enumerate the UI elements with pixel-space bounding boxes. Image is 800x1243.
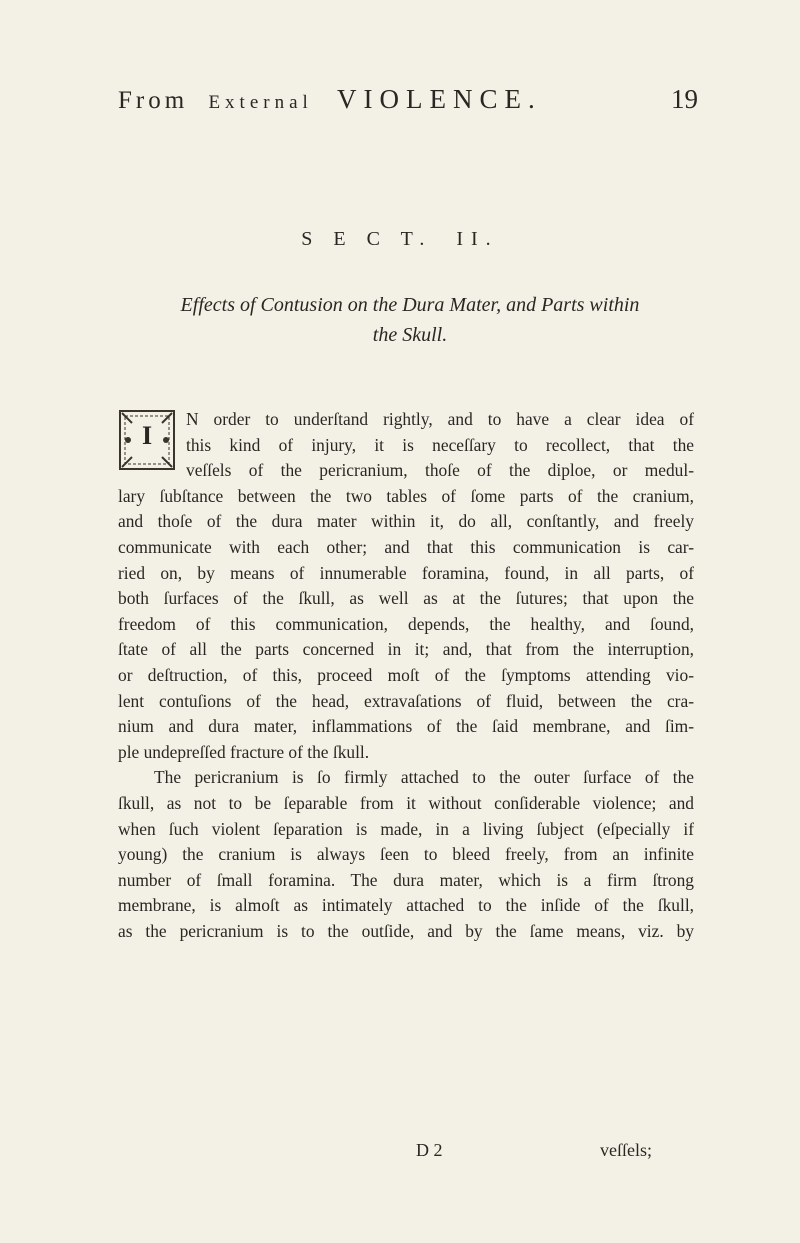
text-line: nium and dura mater, inflammations of the ſaid membrane, and ſim-: [118, 716, 694, 737]
subtitle-line-2: the Skull.: [372, 324, 448, 346]
text-line: freedom of this communication, depends, the healthy, and ſound,: [118, 613, 694, 634]
section-heading: [0, 228, 800, 251]
body-text: [118, 407, 694, 944]
text-line: ſkull, as not to be ſeparable from it without conſiderable violence; and: [118, 792, 694, 813]
running-title-violence: VIOLENCE.: [337, 84, 542, 114]
text-line: membrane, is almoſt as intimately attached to the inſide of the ſkull,: [118, 895, 694, 916]
text-line: veſſels of the pericranium, thoſe of the diploe, or medul-: [186, 460, 694, 481]
text-line: and thoſe of the dura mater within it, do all, conſtantly, and freely: [118, 511, 694, 532]
text-line: lary ſubſtance between the two tables of ſome parts of the cranium,: [118, 485, 694, 506]
running-head: [118, 84, 698, 115]
running-title: [118, 84, 542, 115]
text-line: ple undepreſſed fracture of the ſkull.: [118, 741, 370, 762]
running-title-external: External: [208, 92, 313, 113]
dropcap-letter: I: [141, 421, 153, 450]
catchword: veſſels;: [600, 1140, 652, 1160]
text-line: when ſuch violent ſeparation is made, in a living ſubject (eſpecially if: [118, 818, 694, 839]
text-line: communicate with each other; and that this communication is car-: [118, 536, 694, 557]
text-line: lent contuſions of the head, extravaſations of fluid, between the cra-: [118, 690, 694, 711]
ornamental-dropcap: [118, 409, 176, 471]
text-line: or deſtruction, of this, proceed moſt of the ſymptoms attending vio-: [118, 664, 694, 685]
text-line: both ſurfaces of the ſkull, as well as at the ſutures; that upon the: [118, 588, 694, 609]
section-label: S E C T.: [301, 228, 433, 250]
text-line: young) the cranium is always ſeen to bleed freely, from an infinite: [118, 844, 694, 865]
signature-mark: D 2: [416, 1140, 443, 1160]
running-title-from: From: [118, 87, 189, 114]
text-line: this kind of injury, it is neceſſary to recollect, that the: [186, 434, 694, 455]
paragraph-1: [118, 407, 694, 765]
paragraph-2: [118, 765, 694, 944]
text-line: The pericranium is ſo firmly attached to the outer ſurface of the: [154, 767, 694, 788]
section-subtitle: [120, 290, 700, 350]
text-line: ried on, by means of innumerable foramina, found, in all parts, of: [118, 562, 694, 583]
subtitle-line-1: Effects of Contusion on the Dura Mater, and Parts within: [180, 294, 640, 316]
text-line: number of ſmall foramina. The dura mater, which is a firm ſtrong: [118, 869, 694, 890]
page-number: 19: [671, 84, 698, 114]
text-line: ſtate of all the parts concerned in it; and, that from the interruption,: [118, 639, 694, 660]
text-line: N order to underſtand rightly, and to have a clear idea of: [186, 409, 694, 429]
text-line: as the pericranium is to the outſide, and by the ſame means, viz. by: [118, 920, 694, 941]
section-number: II.: [456, 228, 499, 250]
